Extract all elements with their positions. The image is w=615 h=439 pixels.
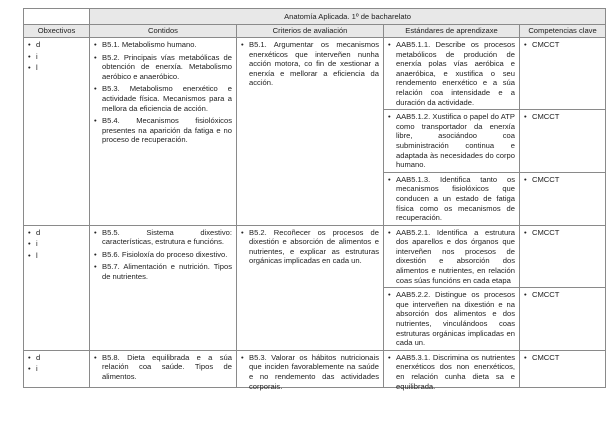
criteria-cell <box>237 225 384 350</box>
competence-cell <box>520 225 606 288</box>
competence-cell <box>520 38 606 110</box>
content-item: • B5.2. Principais vías metabólicas de obtención de enerxía. Metabolismo aeróbico e anaeróbico. <box>94 53 232 82</box>
standard-item: • AAB5.1.3. Identifica tanto os mecanismos fisiolóxicos que conducen a un estado de fatiga física como os mecanismos de recuperación. <box>388 175 515 223</box>
contents-cell <box>90 225 237 350</box>
criteria-item: • B5.1. Argumentar os mecanismos enerxéticos que interveñen nunha acción motora, co fin de xestionar a enerxía e mellorar a eficiencia da acción. <box>241 40 379 88</box>
header-criteria: Criterios de avaliación <box>237 25 384 38</box>
header-row <box>24 25 606 38</box>
standard-cell <box>384 110 520 173</box>
header-competences: Competencias clave <box>520 25 606 38</box>
content-item: • B5.4. Mecanismos fisiolóxicos presentes na aparición da fatiga e no proceso de recuperación. <box>94 116 232 145</box>
competence-item: • CMCCT <box>524 228 601 238</box>
criteria-item: • B5.3. Valorar os hábitos nutricionais que inciden favorablemente na saúde e no rendemento das actividades corporais. <box>241 353 379 391</box>
curriculum-table <box>23 8 606 391</box>
objectives-cell <box>24 38 90 226</box>
standard-item: • AAB5.1.2. Xustifica o papel do ATP como transportador da enerxía libre, asociándoo coa subministración continua e adaptada às necesidades do corpo humano. <box>388 112 515 170</box>
content-item: • B5.6. Fisioloxía do proceso dixestivo. <box>94 250 232 260</box>
competence-cell <box>520 288 606 351</box>
competence-item: • CMCCT <box>524 40 601 50</box>
table-row <box>24 225 606 288</box>
competence-item: • CMCCT <box>524 175 601 185</box>
standard-cell <box>384 172 520 225</box>
criteria-item: • B5.2. Recoñecer os procesos de dixestión e absorción de alimentos e nutrientes, e explicar as estruturas orgánicas implicadas en cada un. <box>241 228 379 266</box>
objective-item: • i <box>28 239 85 249</box>
objective-item: • i <box>28 52 85 62</box>
contents-cell <box>90 350 237 387</box>
standard-item: • AAB5.2.1. Identifica a estrutura dos aparellos e dos órganos que interveñen nos procesos de dixestión e absorción dos alimentos e nutrientes, en relación coas súas funcións en cada etapa <box>388 228 515 286</box>
standard-cell <box>384 288 520 351</box>
standard-item: • AAB5.1.1. Describe os procesos metabólicos de produción de enerxía polas vías aeróbica e anaeróbica, e xustifica o seu rendemento enerxético e a súa relación coa intensidade e a duración da actividade. <box>388 40 515 107</box>
content-item: • B5.5. Sistema dixestivo: características, estrutura e funcións. <box>94 228 232 247</box>
competence-item: • CMCCT <box>524 112 601 122</box>
standard-item: • AAB5.3.1. Discrimina os nutrientes enerxéticos dos non enerxéticos, en relación cunha dieta sa e equilibrada. <box>388 353 515 391</box>
competence-item: • CMCCT <box>524 290 601 300</box>
content-item: • B5.1. Metabolismo humano. <box>94 40 232 50</box>
competence-cell <box>520 350 606 387</box>
header-contents: Contidos <box>90 25 237 38</box>
objective-item: • l <box>28 251 85 261</box>
standard-item: • AAB5.2.2. Distingue os procesos que interveñen na dixestión e na absorción dos alimentos e dos nutrientes, vinculándoos coas estruturas orgánicas implicadas en cada un. <box>388 290 515 348</box>
competence-cell <box>520 110 606 173</box>
header-objectives: Obxectivos <box>24 25 90 38</box>
table-row <box>24 38 606 110</box>
title-row <box>24 9 606 25</box>
title-blank-cell <box>24 9 90 25</box>
content-item: • B5.8. Dieta equilibrada e a súa relación coa saúde. Tipos de alimentos. <box>94 353 232 382</box>
content-item: • B5.7. Alimentación e nutrición. Tipos de nutrientes. <box>94 262 232 281</box>
standard-cell <box>384 225 520 288</box>
header-standards: Estándares de aprendizaxe <box>384 25 520 38</box>
objective-item: • d <box>28 40 85 50</box>
objectives-cell <box>24 225 90 350</box>
table-row <box>24 350 606 387</box>
objectives-cell <box>24 350 90 387</box>
table-title: Anatomía Aplicada. 1º de bacharelato <box>90 9 606 25</box>
objective-item: • d <box>28 353 85 363</box>
standard-cell <box>384 38 520 110</box>
content-item: • B5.3. Metabolismo enerxético e actividade física. Mecanismos para a mellora da eficiencia de acción. <box>94 84 232 113</box>
contents-cell <box>90 38 237 226</box>
competence-item: • CMCCT <box>524 353 601 363</box>
criteria-cell <box>237 38 384 226</box>
standard-cell <box>384 350 520 391</box>
objective-item: • d <box>28 228 85 238</box>
objective-item: • l <box>28 63 85 73</box>
criteria-cell <box>237 350 384 391</box>
competence-cell <box>520 172 606 225</box>
objective-item: • i <box>28 364 85 374</box>
